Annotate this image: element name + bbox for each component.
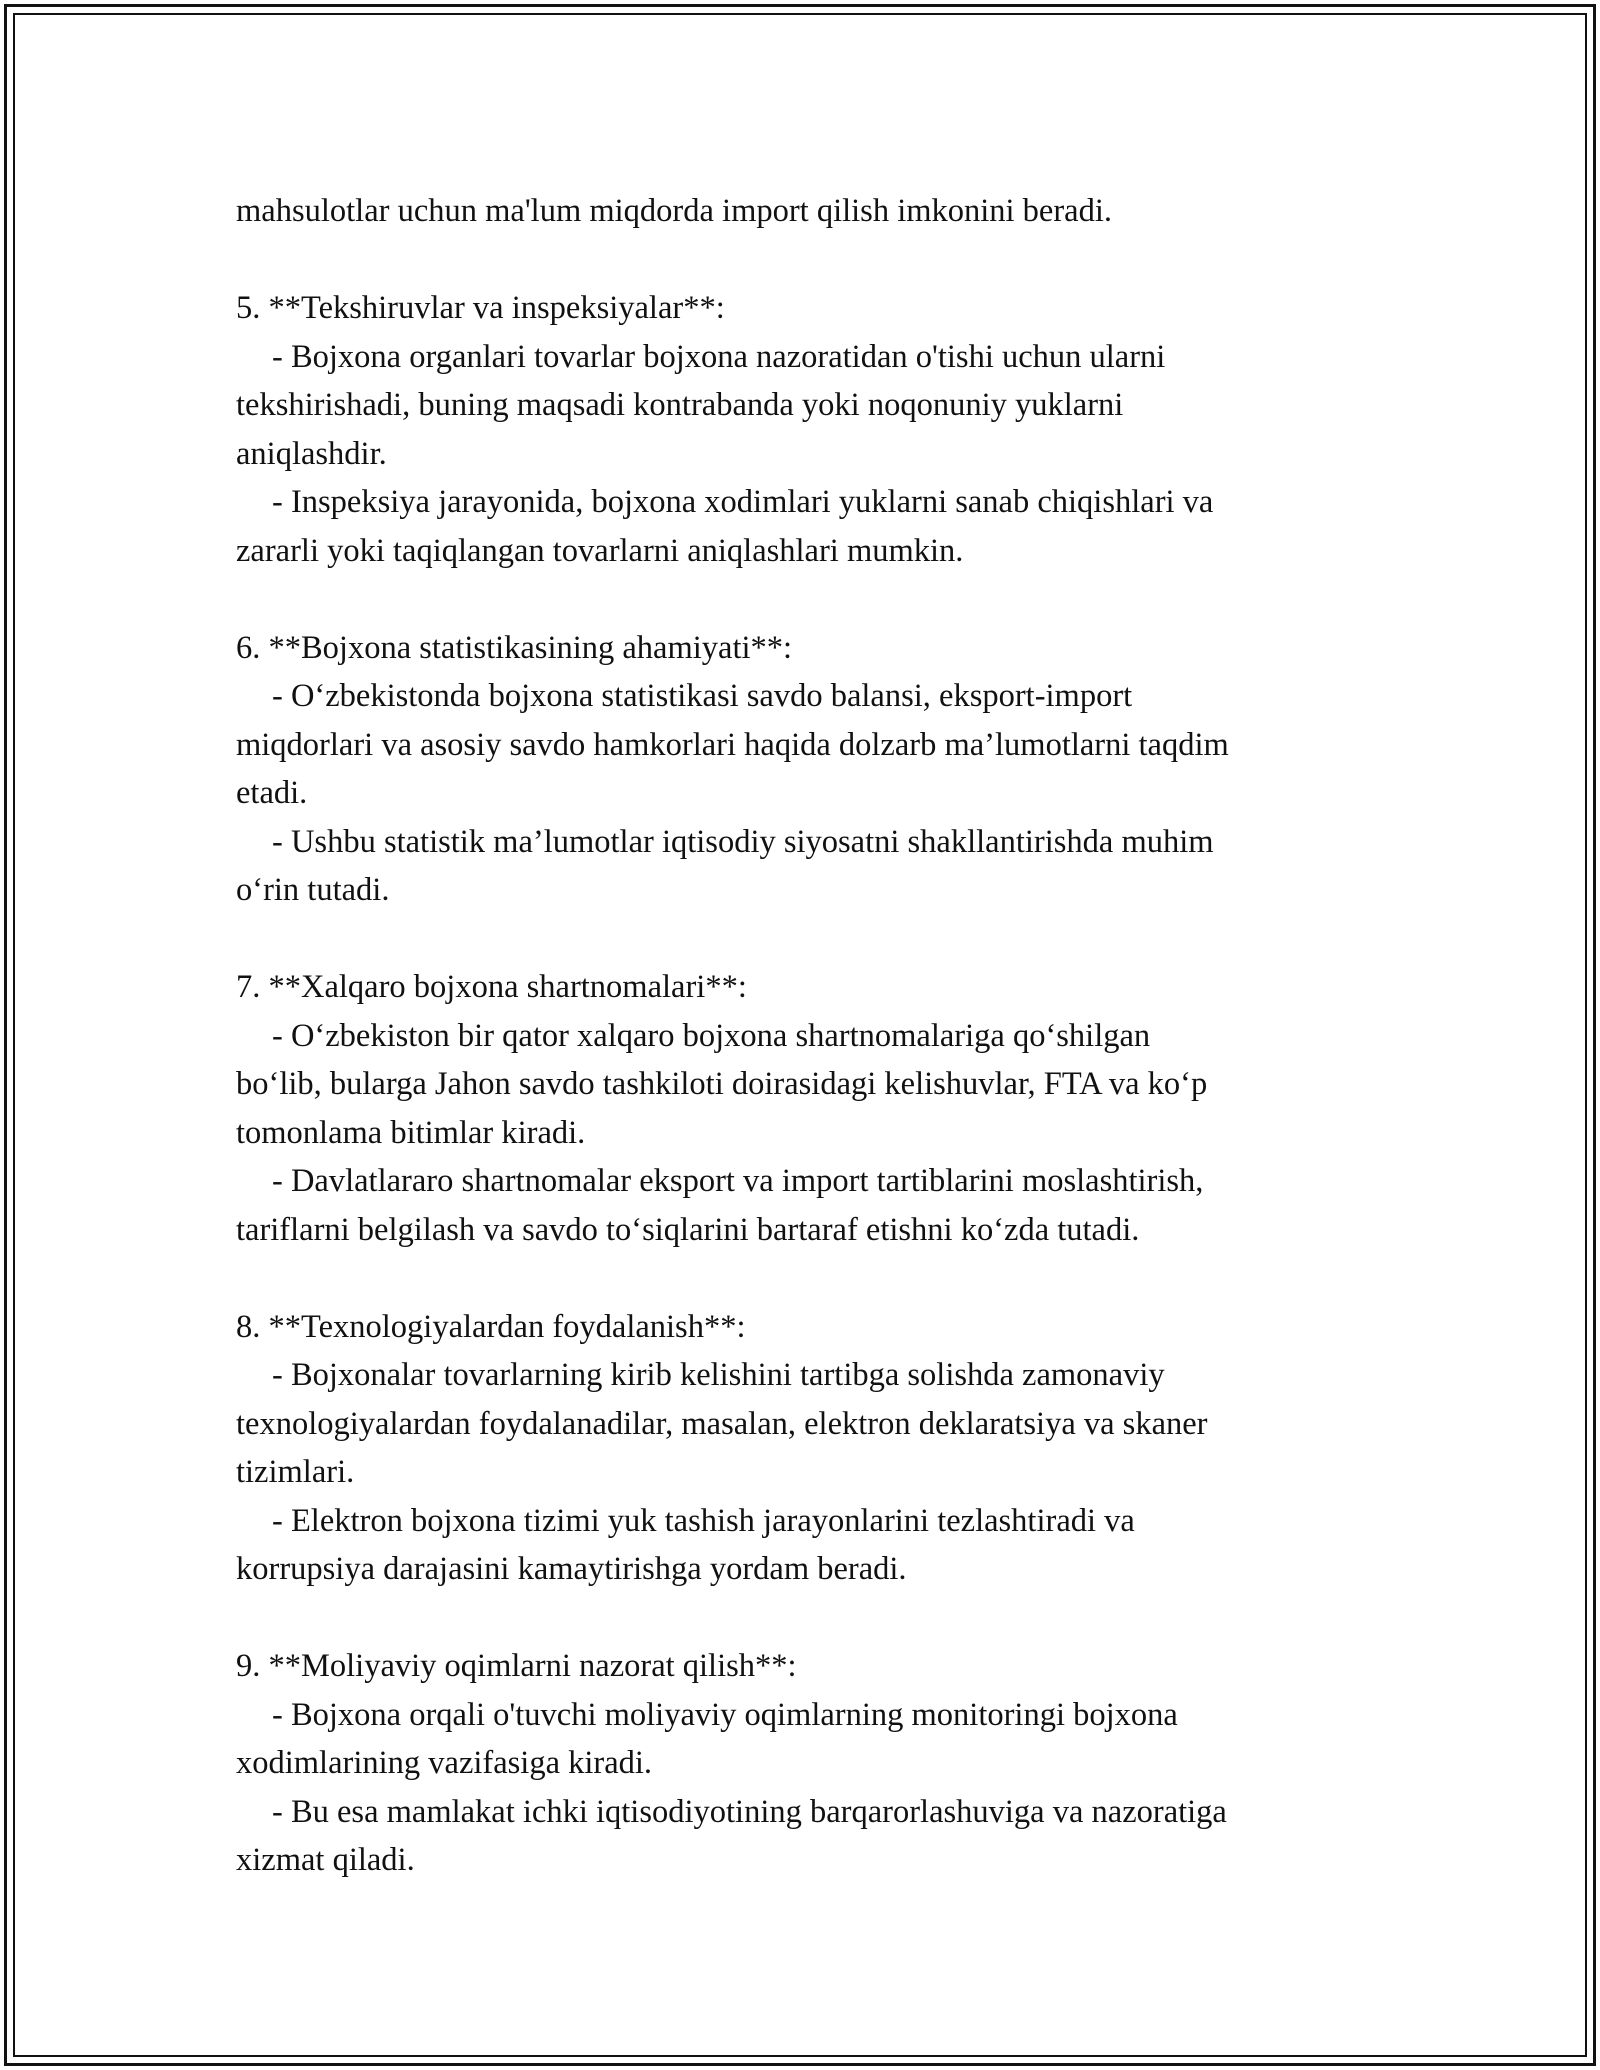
text-line: xizmat qiladi. [236,1842,415,1878]
bullet-line: - Bu esa mamlakat ichki iqtisodiyotining barqarorlashuviga va nazoratiga [272,1793,1227,1830]
text-line: etadi. [236,775,308,811]
text-line: tekshirishadi, buning maqsadi kontrabanda yoki noqonuniy yuklarni [236,387,1124,423]
section-5 [236,284,1366,575]
paragraph-gap [236,575,1366,624]
section-6 [236,624,1366,915]
text-line: tariflarni belgilash va savdo to‘siqlarini bartaraf etishni ko‘zda tutadi. [236,1211,1140,1248]
section-7 [236,963,1366,1254]
paragraph-gap [236,1594,1366,1643]
bullet-line: - Inspeksiya jarayonida, bojxona xodimlari yuklarni sanab chiqishlari va [272,484,1214,520]
text-line: korrupsiya darajasini kamaytirishga yordam beradi. [236,1551,907,1587]
section-heading: 5. **Tekshiruvlar va inspeksiyalar**: [236,290,725,326]
bullet-line: - O‘zbekiston bir qator xalqaro bojxona shartnomalariga qo‘shilgan [272,1017,1151,1054]
bullet-line: - Davlatlararo shartnomalar eksport va import tartiblarini moslashtirish, [272,1163,1204,1199]
text-line: aniqlashdir. [236,435,387,472]
bullet-line: - Elektron bojxona tizimi yuk tashish jarayonlarini tezlashtiradi va [272,1502,1135,1539]
text-line: bo‘lib, bularga Jahon savdo tashkiloti doirasidagi kelishuvlar, FTA va ko‘p [236,1066,1208,1102]
section-heading: 9. **Moliyaviy oqimlarni nazorat qilish**: [236,1648,797,1684]
text-line: xodimlarining vazifasiga kiradi. [236,1745,653,1781]
bullet-line: - Bojxona orqali o'tuvchi moliyaviy oqimlarning monitoringi bojxona [272,1696,1178,1733]
paragraph-gap [236,1254,1366,1303]
paragraph-gap [236,236,1366,285]
text-line: mahsulotlar uchun ma'lum miqdorda import qilish imkonini beradi. [236,193,1113,229]
bullet-line: - O‘zbekistonda bojxona statistikasi savdo balansi, eksport-import [272,678,1133,714]
text-line: miqdorlari va asosiy savdo hamkorlari haqida dolzarb ma’lumotlarni taqdim [236,726,1229,763]
paragraph-gap [236,915,1366,964]
section-heading: 6. **Bojxona statistikasining ahamiyati**: [236,629,793,666]
text-line: zararli yoki taqiqlangan tovarlarni aniqlashlari mumkin. [236,532,964,569]
text-line: o‘rin tutadi. [236,872,390,908]
section-heading: 7. **Xalqaro bojxona shartnomalari**: [236,969,747,1005]
bullet-line: - Bojxona organlari tovarlar bojxona nazoratidan o'tishi uchun ularni [272,338,1166,375]
section-8 [236,1303,1366,1594]
section-9 [236,1642,1366,1885]
text-line: texnologiyalardan foydalanadilar, masalan, elektron deklaratsiya va skaner [236,1405,1208,1442]
text-line: tizimlari. [236,1454,355,1490]
bullet-line: - Bojxonalar tovarlarning kirib kelishini tartibga solishda zamonaviy [272,1357,1165,1393]
bullet-line: - Ushbu statistik ma’lumotlar iqtisodiy siyosatni shakllantirishda muhim [272,823,1214,860]
text-line: tomonlama bitimlar kiradi. [236,1114,586,1151]
document-body [236,187,1366,1885]
section-heading: 8. **Texnologiyalardan foydalanish**: [236,1308,746,1345]
